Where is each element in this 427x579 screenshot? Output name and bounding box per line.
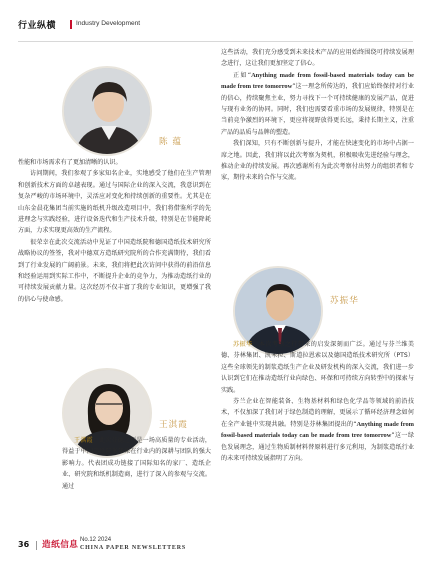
page-header [18,16,413,42]
inline-speaker-name: 王淇霞 [74,437,93,444]
paragraph: 性能和市场需求有了更加清晰的认识。 [18,159,122,166]
paragraph: 王淇霞：此次芬德之行是一场高质量的专业活动，得益于中国造纸院多年来在行业内的深耕与团队的强大影响力。代表团成功链接了国际知名的家厂、造纸企业、研究院和纸机制造商，进行了深入的参观与交流。通过 [62,437,212,490]
paragraph: 我们深知，只有不断创新与提升，才能在快速变化的市场中占据一席之地。因此，我们将以此次考察为契机，积极吸收先进经验与理念，推动企业的持续发展。再次感谢所有为此次考察付出努力的组织者和专家，期待未来的合作与交流。 [221,140,414,182]
paragraph-text: 本次考察之行带来的启发深刻而广泛。通过与芬兰维美德、芬林集团、凯米拉、斯道拉恩索以及德国造纸技术研究所（PTS）这些全球领先的制浆造纸生产企业及研发机构的深入交流，我们进一步认识到它们在推动造纸行业向绿色、环保和可持续方向转型中的探索与实践。 [221,341,415,394]
page-number: 36 [18,540,30,549]
publication-logo: 造纸信息 [42,540,79,550]
paragraph-text: ”这一绿色发展理念，通过生物质制材料替原料进行多元利用，为制浆造纸行业的未来可持续发展指明了方向。 [221,432,414,463]
speaker-name-wang: 王淇霞 [159,420,188,430]
paragraph-text: 芬兰企业在智能装备、生物基材料和绿色化学品等领域的前沿技术，不仅加深了我们对于绿色制造的理解，更展示了循环经济理念如何在全产业链中实现共融。特别是芬林集团提出的“ [221,398,414,428]
right-column-text-bottom [221,339,414,464]
paragraph-text: 此次芬德之行是一场高质量的专业活动，得益于中国造纸院多年来在行业内的深耕与团队的强大影响力。代表团成功链接了国际知名的家厂、造纸企业、研究院和纸机制造商，进行了深入的参观与交流。通过 [62,437,212,490]
footer-divider [36,541,37,550]
paragraph-text: ”这一理念所传达的，我们应始终保持对行业的信心，持续聚焦主业，努力寻找下一个可持续健康的发展产品，促进与现有业务的协同。同时，我们也需要看重市场的发展规律，特别是在当前竞争激烈的环境下，更应将视野放得更长远，秉持长期主义，注重产品的品质与品牌的塑造。 [221,83,414,136]
speaker-name-chen: 陈 蕴 [159,137,182,147]
issue-number: No.12 2024 [80,537,112,543]
left-column-text-bottom [62,435,211,492]
section-subtitle: Industry Development [76,20,141,27]
publication-name: CHINA PAPER NEWSLETTERS [80,545,186,551]
section-title: 行业纵横 [18,21,57,31]
paragraph: 很荣幸在此次交流活动中见证了中国造纸院和德国造纸技术研究所战略协议的签签，我对中德双方造纸研究院所的合作充满期待，我们看到了行业发展的广阔前景。未来，我们将把此次访问中获得的前沿信息和经验运用到实际工作中，不断提升企业的竞争力，为推动造纸行业的可持续发展贡献力量。这次经历不仅丰富了我的专业知识，更增强了我的信心与使命感。 [18,238,211,303]
paragraph: 访问期间，我们参观了多家知名企业，实地感受了他们在生产管理和创新技术方面的卓越表现。通过与国际企业的深入交流，我意识到在复杂严峻的市场环境中，灵活应对变化和持续创新的重要性。尤其是在山东金晨花集团当前实施的纸机升级改造项目中，我们将借鉴所学的先进理念与实践经验，进行设备迭代和生产技术升级，特别是在节能降耗方面，力求实现更高效的生产流程。 [18,170,211,235]
speaker-name-su: 苏振华 [330,296,359,306]
paragraph: 这些活动，我们充分感受到未来技术产品的应用始终围绕可持续发展理念进行，这让我们更加坚定了信心。 [221,49,414,68]
paragraph [221,396,414,464]
right-column-text [221,47,414,184]
inline-speaker-name: 苏振华 [233,341,253,348]
left-column-text [18,157,211,305]
speaker-portrait-chen [62,66,152,156]
quote-english: Anything made from fossil-based materials today can be made from tree tomorrow [221,420,414,440]
quote-english: Anything made from fossil-based materials today can be made from tree tomorrow [221,71,414,91]
paragraph: 苏振华：本次考察之行带来的启发深刻而广泛。通过与芬兰维美德、芬林集团、凯米拉、斯道拉恩索以及德国造纸技术研究所（PTS）这些全球领先的制浆造纸生产企业及研发机构的深入交流，我们进一步认识到它们在推动造纸行业向绿色、环保和可持续方向转型中的探索与实践。 [221,341,415,394]
header-divider [70,20,72,29]
paragraph-text: 正如“ [233,71,252,79]
paragraph [221,70,414,138]
